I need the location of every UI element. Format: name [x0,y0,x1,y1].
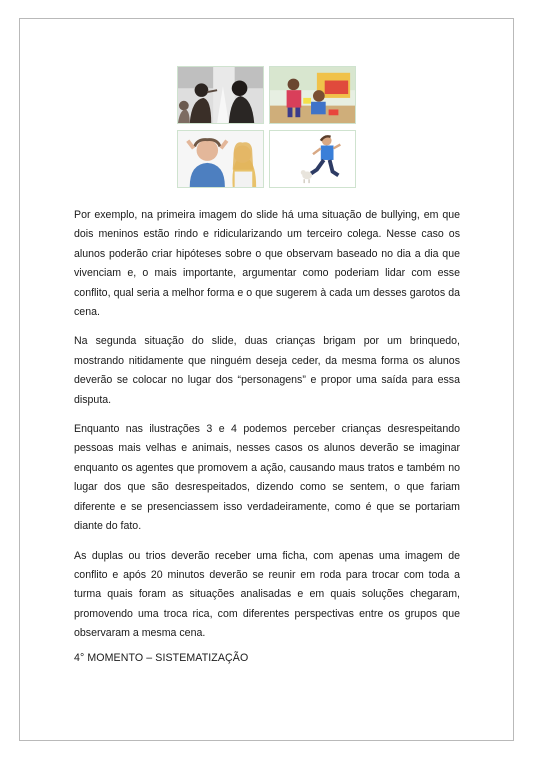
body-text [74,206,460,654]
slide-image-grid [177,66,357,190]
paragraph: Na segunda situação do slide, duas crianças brigam por um brinquedo, mostrando nitidamente que ninguém deseja ceder, da mesma forma os alunos deverão se colocar no lugar dos “personagens” e propor uma saída para essa disputa. [74,335,460,406]
toy-dispute-photo [269,66,356,124]
disrespect-elder-photo [177,130,264,188]
paragraph: As duplas ou trios deverão receber uma ficha, com apenas uma imagem de conflito e após 20 minutos deverão se reunir em roda para trocar com toda a turma quais foram as situações analisadas e em quais soluções chegaram, promovendo uma troca rica, com diferentes perspectivas entre os grupos que observaram a mesma cena. [74,549,460,640]
boy-kicking-dog-photo [269,130,356,188]
paragraph: Enquanto nas ilustrações 3 e 4 podemos perceber crianças desrespeitando pessoas mais velhas e animais, nesses casos os alunos deverão se imaginar enquanto os agentes que promovem a ação, causando maus tratos e também no lugar dos que são desrespeitados, dizendo como se sentem, o que fariam diferente e se presenciassem isso verdadeiramente, como é que se portariam diante do fato. [74,423,460,533]
section-heading: 4° MOMENTO – SISTEMATIZAÇÃO [74,652,249,664]
bullying-scene-photo [177,66,264,124]
paragraph: Por exemplo, na primeira imagem do slide há uma situação de bullying, em que dois meninos estão rindo e ridicularizando um terceiro colega. Nesse caso os alunos poderão criar hipóteses sobre o que observam baseado no dia a dia que vivenciam e, o mais importante, argumentar como poderiam lidar com esse conflito, qual seria a melhor forma e o que sugerem à cada um desses garotos da cena. [74,209,460,319]
